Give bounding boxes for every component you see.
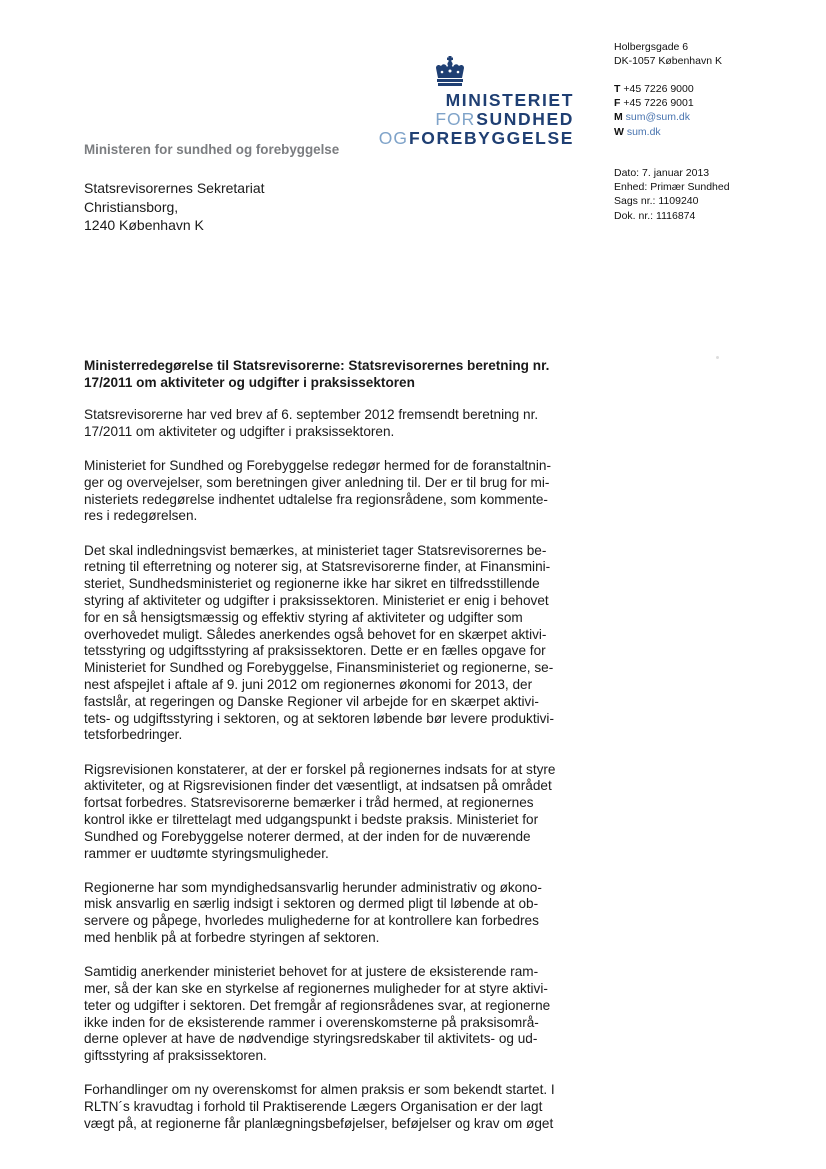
letter-body [84,407,580,1150]
paragraph-line: derne oplever at have de nødvendige styringsredskaber til aktivitets- og ud- [84,1031,538,1047]
paragraph-line: Rigsrevisionen konstaterer, at der er forskel på regionernes indsats for at styre [84,761,556,777]
paragraph-line: mer, så der kan ske en styrkelse af regionernes muligheder for at styre aktivi- [84,981,548,997]
paragraph-line: Statsrevisorerne har ved brev af 6. september 2012 fremsendt beretning nr. [84,407,539,422]
paragraph-line: fastslår, at regeringen og Danske Regioner vil arbejde for en skærpet aktivi- [84,693,539,709]
paragraph-line: Ministeriet for Sundhed og Forebyggelse, Finansministeriet og regionerne, se- [84,660,554,676]
paragraph-line: nest afspejlet i aftale af 9. juni 2012 om regionernes økonomi for 2013, der [84,676,533,692]
document-meta [614,166,730,223]
fax-line: F +45 7226 9001 [614,97,694,110]
recipient-line: 1240 København K [84,217,204,234]
paragraph-line: fortsat forbedres. Statsrevisorerne bemærker i tråd hermed, at regionernes [84,795,534,811]
recipient-address [84,179,265,235]
paragraph-line: 17/2011 om aktiviteter og udgifter i praksissektoren. [84,423,395,439]
body-paragraph [84,880,580,947]
body-paragraph [84,407,580,441]
logo-line-2: FORSUNDHED [435,109,574,129]
body-paragraph [84,762,580,863]
paragraph-line: misk ansvarlig en særlig indsigt i sektoren og dermed pligt til løbende at ob- [84,896,539,912]
mail-line: M sum@sum.dk [614,111,691,124]
paragraph-line: aktiviteter, og at Rigsrevisionen finder det væsentligt, at indsatsen på området [84,778,552,794]
paragraph-line: ikke inden for de eksisterende rammer i overenskomsterne på praksisområ- [84,1014,539,1030]
paragraph-line: vægt på, at regionerne får planlægningsbeføjelser, beføjelser og krav om øget [84,1116,554,1132]
paragraph-line: tetsstyring og udgiftsstyring af praksissektoren. Dette er en fælles opgave for [84,643,546,659]
meta-date: Dato: 7. januar 2013 [614,167,710,179]
paragraph-line: tetsforbedringer. [84,727,183,743]
body-paragraph [84,458,580,525]
paragraph-line: res i redegørelsen. [84,508,198,524]
paragraph-line: teter og udgifter i sektoren. Det fremgår af regionsrådenes svar, at regionerne [84,997,551,1013]
body-paragraph [84,964,580,1065]
paragraph-line: Sundhed og Forebyggelse noterer dermed, at der inden for de nuværende [84,828,531,844]
paragraph-line: styring af aktiviteter og udgifter i praksissektoren. Ministeriet er enig i behovet [84,592,549,608]
paragraph-line: RLTN´s kravudtag i forhold til Praktiserende Lægers Organisation er der lagt [84,1099,543,1115]
body-paragraph [84,543,580,745]
paragraph-line: med henblik på at forbedre styringen af sektoren. [84,930,380,946]
paragraph-line: tets- og udgiftsstyring i sektoren, og at sektoren løbende bør levere produktivi- [84,710,554,726]
address-block [614,40,722,68]
paragraph-line: overhovedet muligt. Således anerkendes også behovet for en skærpet aktivi- [84,626,547,642]
web-link[interactable]: sum.dk [626,125,661,138]
letter-subject: Ministerredegørelse til Statsrevisorerne: Statsrevisorernes beretning nr. 17/2011 om aktiviteter og udgifter i praksissektoren [84,358,550,390]
meta-doc-no: Dok. nr.: 1116874 [614,209,696,222]
contact-block [614,82,694,139]
paragraph-line: Forhandlinger om ny overenskomst for almen praksis er som bekendt startet. I [84,1082,555,1098]
paragraph-line: ger og overvejelser, som beretningen giver anledning til. Der er til brug for mi- [84,474,550,490]
recipient-line: Christiansborg, [84,198,179,215]
paragraph-line: Samtidig anerkender ministeriet behovet for at justere de eksisterende ram- [84,964,539,980]
paragraph-line: Ministeriet for Sundhed og Forebyggelse redegør hermed for de foranstaltnin- [84,457,551,473]
scan-speck [716,356,719,359]
body-paragraph [84,1082,580,1132]
phone-line: T +45 7226 9000 [614,83,694,95]
paragraph-line: retning til efterretning og noterer sig, at Statsrevisorerne finder, at Finansmini- [84,559,551,575]
email-link[interactable]: sum@sum.dk [625,111,691,124]
meta-case-no: Sags nr.: 1109240 [614,195,699,208]
paragraph-line: rammer er uudtømte styringsmuligheder. [84,845,329,861]
paragraph-line: servere og påpege, hvorledes mulighederne for at kontrollere kan forbedres [84,913,539,929]
recipient-line: Statsrevisorernes Sekretariat [84,180,265,196]
paragraph-line: kontrol ikke er tilrettelagt med udgangspunkt i bedste praksis. Ministeriet for [84,811,539,827]
ministry-logo [378,56,574,148]
paragraph-line: giftsstyring af praksissektoren. [84,1048,267,1064]
logo-line-1: MINISTERIET [445,90,574,110]
sender-title: Ministeren for sundhed og forebyggelse [84,142,340,157]
paragraph-line: nisteriets redegørelse indhentet udtalelse fra regionsrådene, som kommente- [84,491,548,507]
web-line: W sum.dk [614,125,661,138]
paragraph-line: Det skal indledningsvist bemærkes, at ministeriet tager Statsrevisorernes be- [84,542,547,558]
crown-icon [432,56,468,88]
paragraph-line: Regionerne har som myndighedsansvarlig herunder administrativ og økono- [84,879,542,895]
city: DK-1057 København K [614,55,722,68]
street: Holbergsgade 6 [614,41,689,53]
meta-unit: Enhed: Primær Sundhed [614,181,730,194]
logo-line-3: OGFOREBYGGELSE [378,128,574,148]
paragraph-line: steriet, Sundhedsministeriet og regionerne ikke har sikret en tilfredsstillende [84,576,540,592]
paragraph-line: for en så hensigtsmæssig og effektiv styring af aktiviteter og udgifter som [84,609,523,625]
